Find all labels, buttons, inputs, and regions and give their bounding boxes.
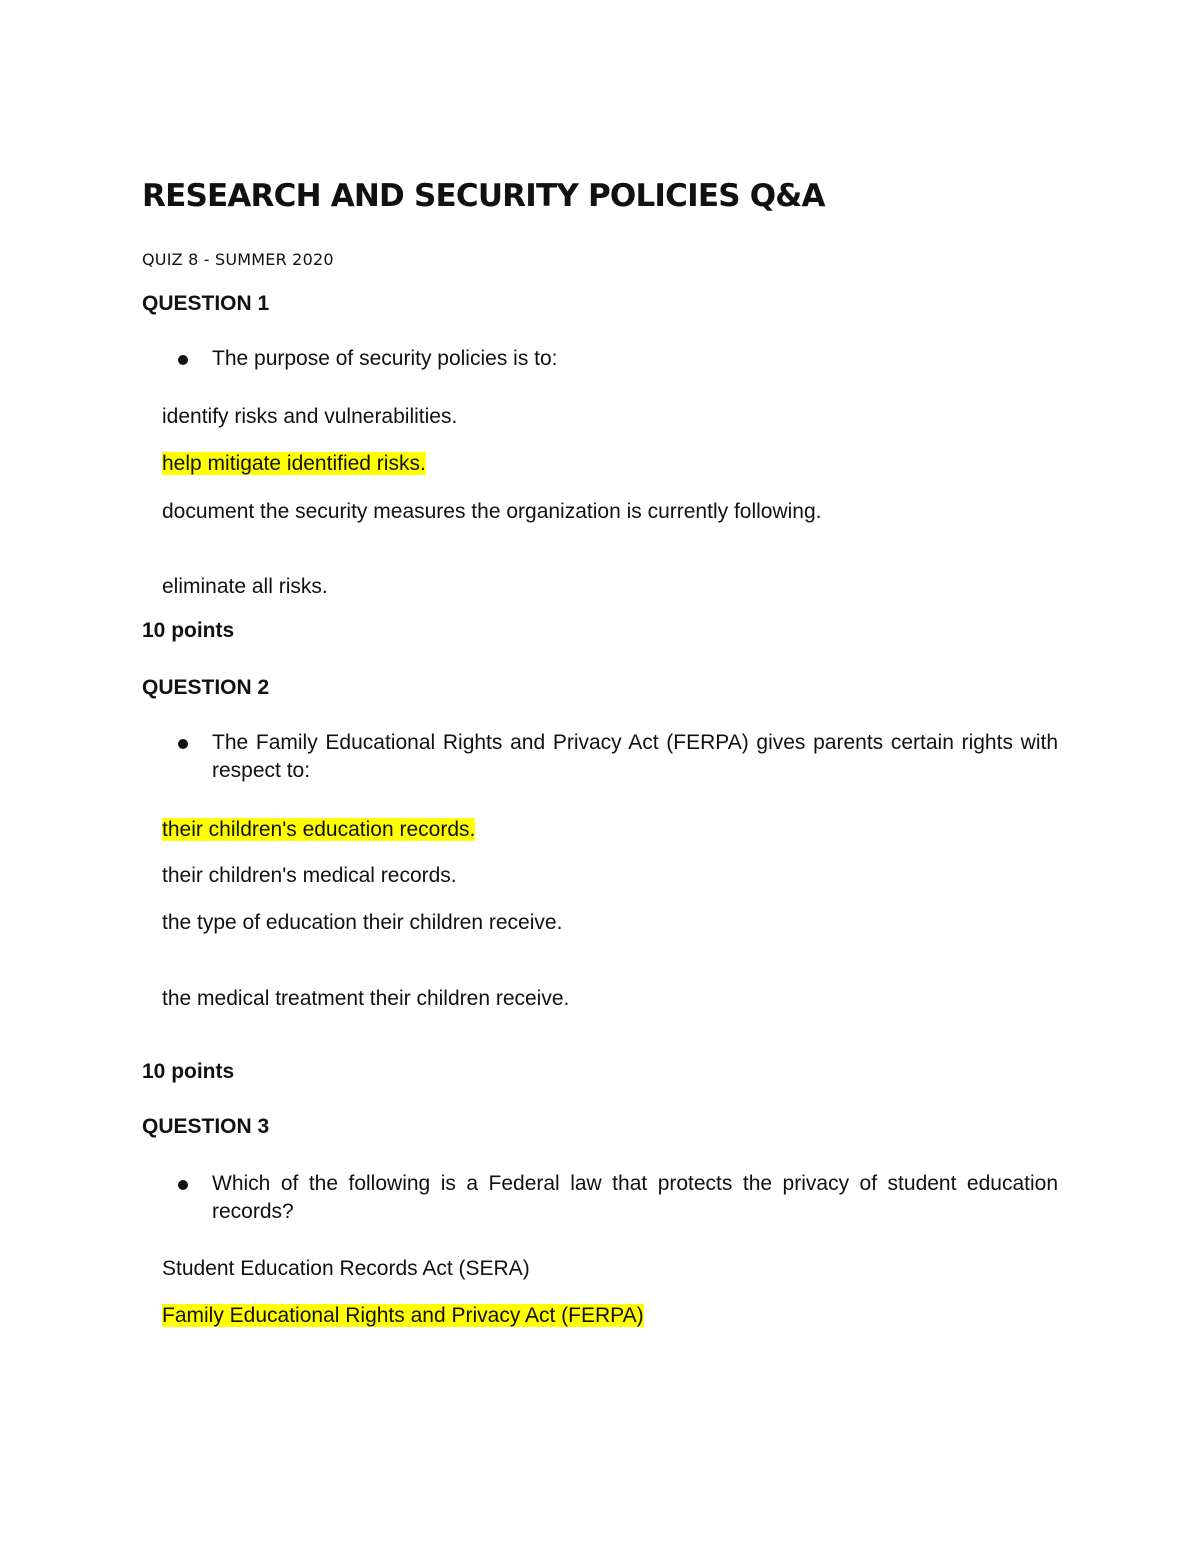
question-3-prompt-row [178, 1170, 1058, 1226]
bullet-icon [178, 1180, 188, 1190]
question-3-prompt: Which of the following is a Federal law that protects the privacy of student education records? [212, 1172, 1058, 1223]
question-1-prompt-row [178, 345, 1058, 373]
question-2-prompt-row [178, 729, 1058, 785]
question-1-heading: QUESTION 1 [142, 292, 270, 315]
question-1-option-4: eliminate all risks. [162, 575, 328, 598]
bullet-icon [178, 739, 188, 749]
question-3-option-1: Student Education Records Act (SERA) [162, 1257, 530, 1280]
question-2-heading: QUESTION 2 [142, 676, 270, 699]
document-title: RESEARCH AND SECURITY POLICIES Q&A [142, 178, 825, 214]
question-1-option-1: identify risks and vulnerabilities. [162, 405, 458, 428]
question-2-points: 10 points [142, 1060, 235, 1083]
question-2-prompt: The Family Educational Rights and Privacy Act (FERPA) gives parents certain rights with respect to: [212, 731, 1058, 782]
question-2-option-1 [162, 816, 475, 844]
question-2-option-2: their children's medical records. [162, 864, 457, 887]
question-1-points: 10 points [142, 619, 235, 642]
question-2-option-4: the medical treatment their children receive. [162, 987, 570, 1010]
question-1-option-3: document the security measures the organization is currently following. [162, 500, 822, 523]
question-2-option-3: the type of education their children receive. [162, 911, 563, 934]
document-subtitle: QUIZ 8 - SUMMER 2020 [142, 250, 334, 269]
answer-highlight: help mitigate identified risks. [162, 452, 426, 475]
answer-highlight: their children's education records. [162, 818, 476, 841]
bullet-icon [178, 355, 188, 365]
question-1-option-2 [162, 450, 426, 478]
answer-highlight: Family Educational Rights and Privacy Act (FERPA) [162, 1304, 644, 1327]
question-3-option-2 [162, 1302, 670, 1330]
question-3-heading: QUESTION 3 [142, 1115, 270, 1138]
question-1-prompt: The purpose of security policies is to: [212, 347, 558, 370]
